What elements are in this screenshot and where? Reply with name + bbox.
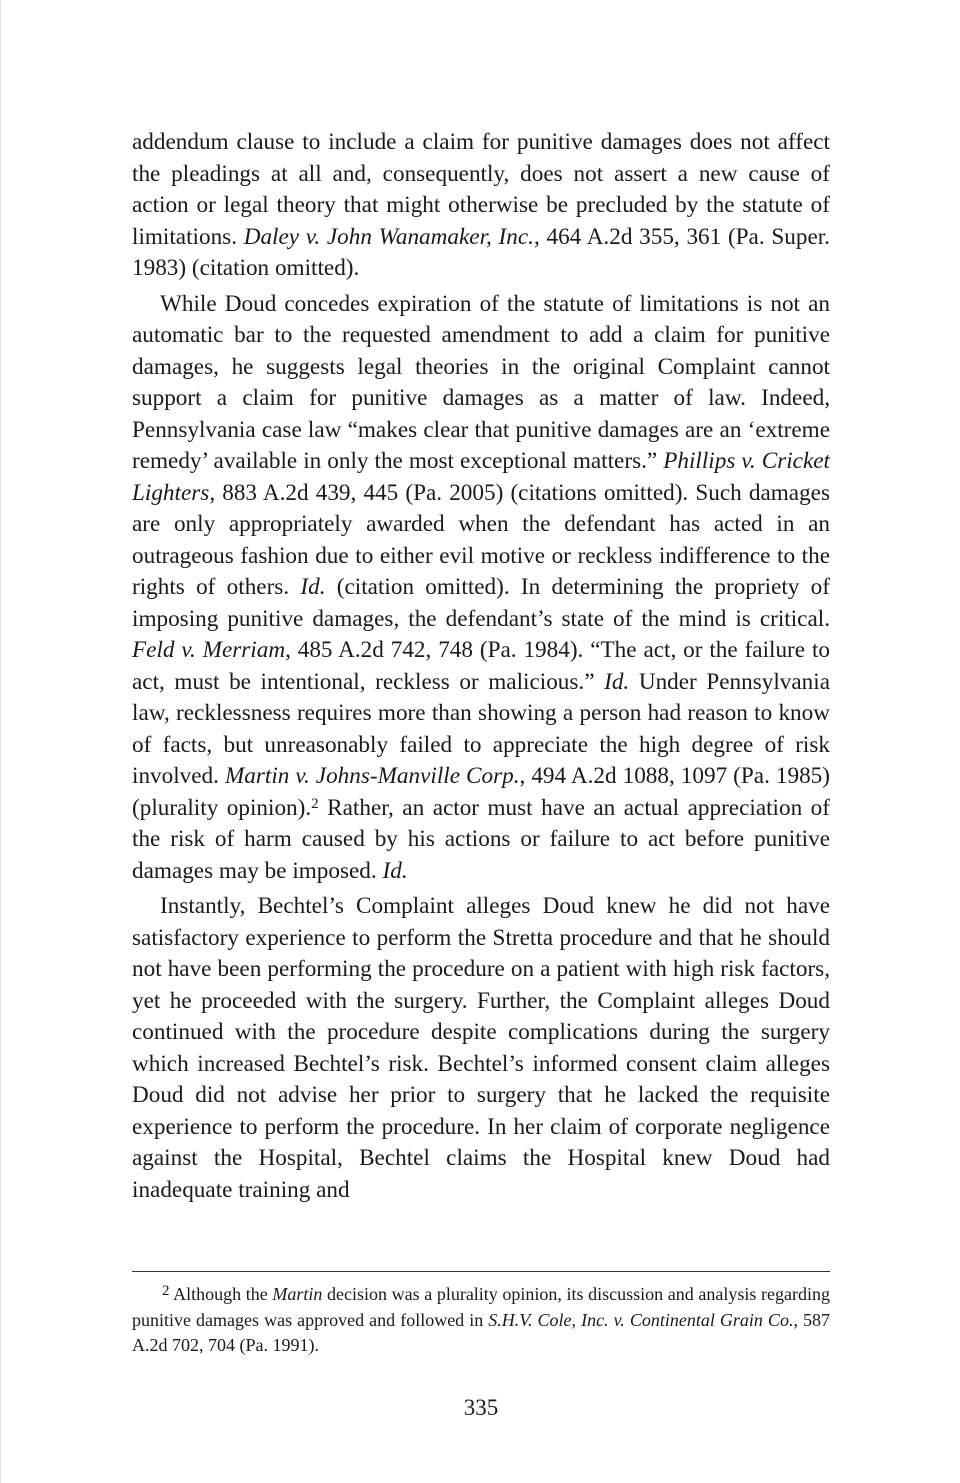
paragraph xyxy=(132,127,830,285)
case-citation: Id. xyxy=(604,668,630,695)
text-run: addendum clause to include a claim for punitive damages does not affect the pleadings at all and, consequently, does not assert a new cause of action or legal theory that might otherwise be precluded by the statute of limitations. xyxy=(132,129,830,250)
paragraph xyxy=(132,289,830,888)
text-run: While Doud concedes expiration of the statute of limitations is not an automatic bar to the requested amendment to add a claim for punitive damages, he suggests legal theories in the original Complaint cannot support a claim for punitive damages as a matter of law. Indeed, Pennsylvania case law “makes clear that punitive damages are an ‘extreme remedy’ available in only the most exceptional matters.” xyxy=(132,290,830,474)
text-run: Under Pennsylvania law, recklessness requires more than showing a person had reason to know of facts, but unreasonably failed to appreciate the high degree of risk involved. xyxy=(132,668,830,789)
text-run: , 485 A.2d 742, 748 (Pa. 1984). “The act, or the failure to act, must be intentional, reckless or malicious.” xyxy=(132,637,830,695)
text-run: Rather, an actor must have an actual appreciation of the risk of harm caused by his actions or failure to act before punitive damages may be imposed. xyxy=(132,794,830,884)
footnote-divider xyxy=(132,1271,830,1272)
paragraph xyxy=(132,891,830,1206)
text-run: , 883 A.2d 439, 445 (Pa. 2005) (citations omitted). Such damages are only appropriately awarded when the defendant has acted in an outrageous fashion due to either evil motive or reckless indifference to the rights of others. xyxy=(132,479,830,600)
footnote xyxy=(132,1282,830,1359)
footnote-marker: 2 xyxy=(311,795,319,812)
text-run: , 494 A.2d 1088, 1097 (Pa. 1985) (plurality opinion). xyxy=(132,763,830,821)
case-citation: Daley v. John Wanamaker, Inc. xyxy=(243,223,534,250)
case-citation: S.H.V. Cole, Inc. v. Continental Grain Co. xyxy=(488,1309,794,1330)
case-citation: Feld v. Merriam xyxy=(132,637,286,663)
text-run: Although the xyxy=(169,1284,273,1304)
footnote-marker: 2 xyxy=(162,1283,170,1299)
text-run: , 587 A.2d 702, 704 (Pa. 1991). xyxy=(132,1309,831,1355)
case-citation: Phillips v. Cricket Lighters xyxy=(132,448,830,506)
case-citation: Martin v. Johns-Manville Corp. xyxy=(224,763,520,789)
text-run: , 464 A.2d 355, 361 (Pa. Super. 1983) (citation omitted). xyxy=(132,223,830,281)
text-run: (citation omitted). In determining the propriety of imposing punitive damages, the defendant’s state of the mind is critical. xyxy=(132,574,830,632)
text-run: Instantly, Bechtel’s Complaint alleges Doud knew he did not have satisfactory experience to perform the Stretta procedure and that he should not have been performing the procedure on a patient with high risk factors, yet he proceeded with the surgery. Further, the Complaint alleges Doud continued with the procedure despite complications during the surgery which increased Bechtel’s risk. Bechtel’s informed consent claim alleges Doud did not advise her prior to surgery that he lacked the requisite experience to perform the procedure. In her claim of corporate negligence against the Hospital, Bechtel claims the Hospital knew Doud had inadequate training and xyxy=(132,893,830,1203)
body-text xyxy=(132,127,830,1210)
case-citation: Id. xyxy=(382,857,408,884)
text-run: decision was a plurality opinion, its discussion and analysis regarding punitive damages was approved and followed in xyxy=(132,1284,830,1330)
case-citation: Martin xyxy=(272,1284,323,1304)
case-citation: Id. xyxy=(300,574,326,600)
page-number: 335 xyxy=(463,1395,499,1420)
